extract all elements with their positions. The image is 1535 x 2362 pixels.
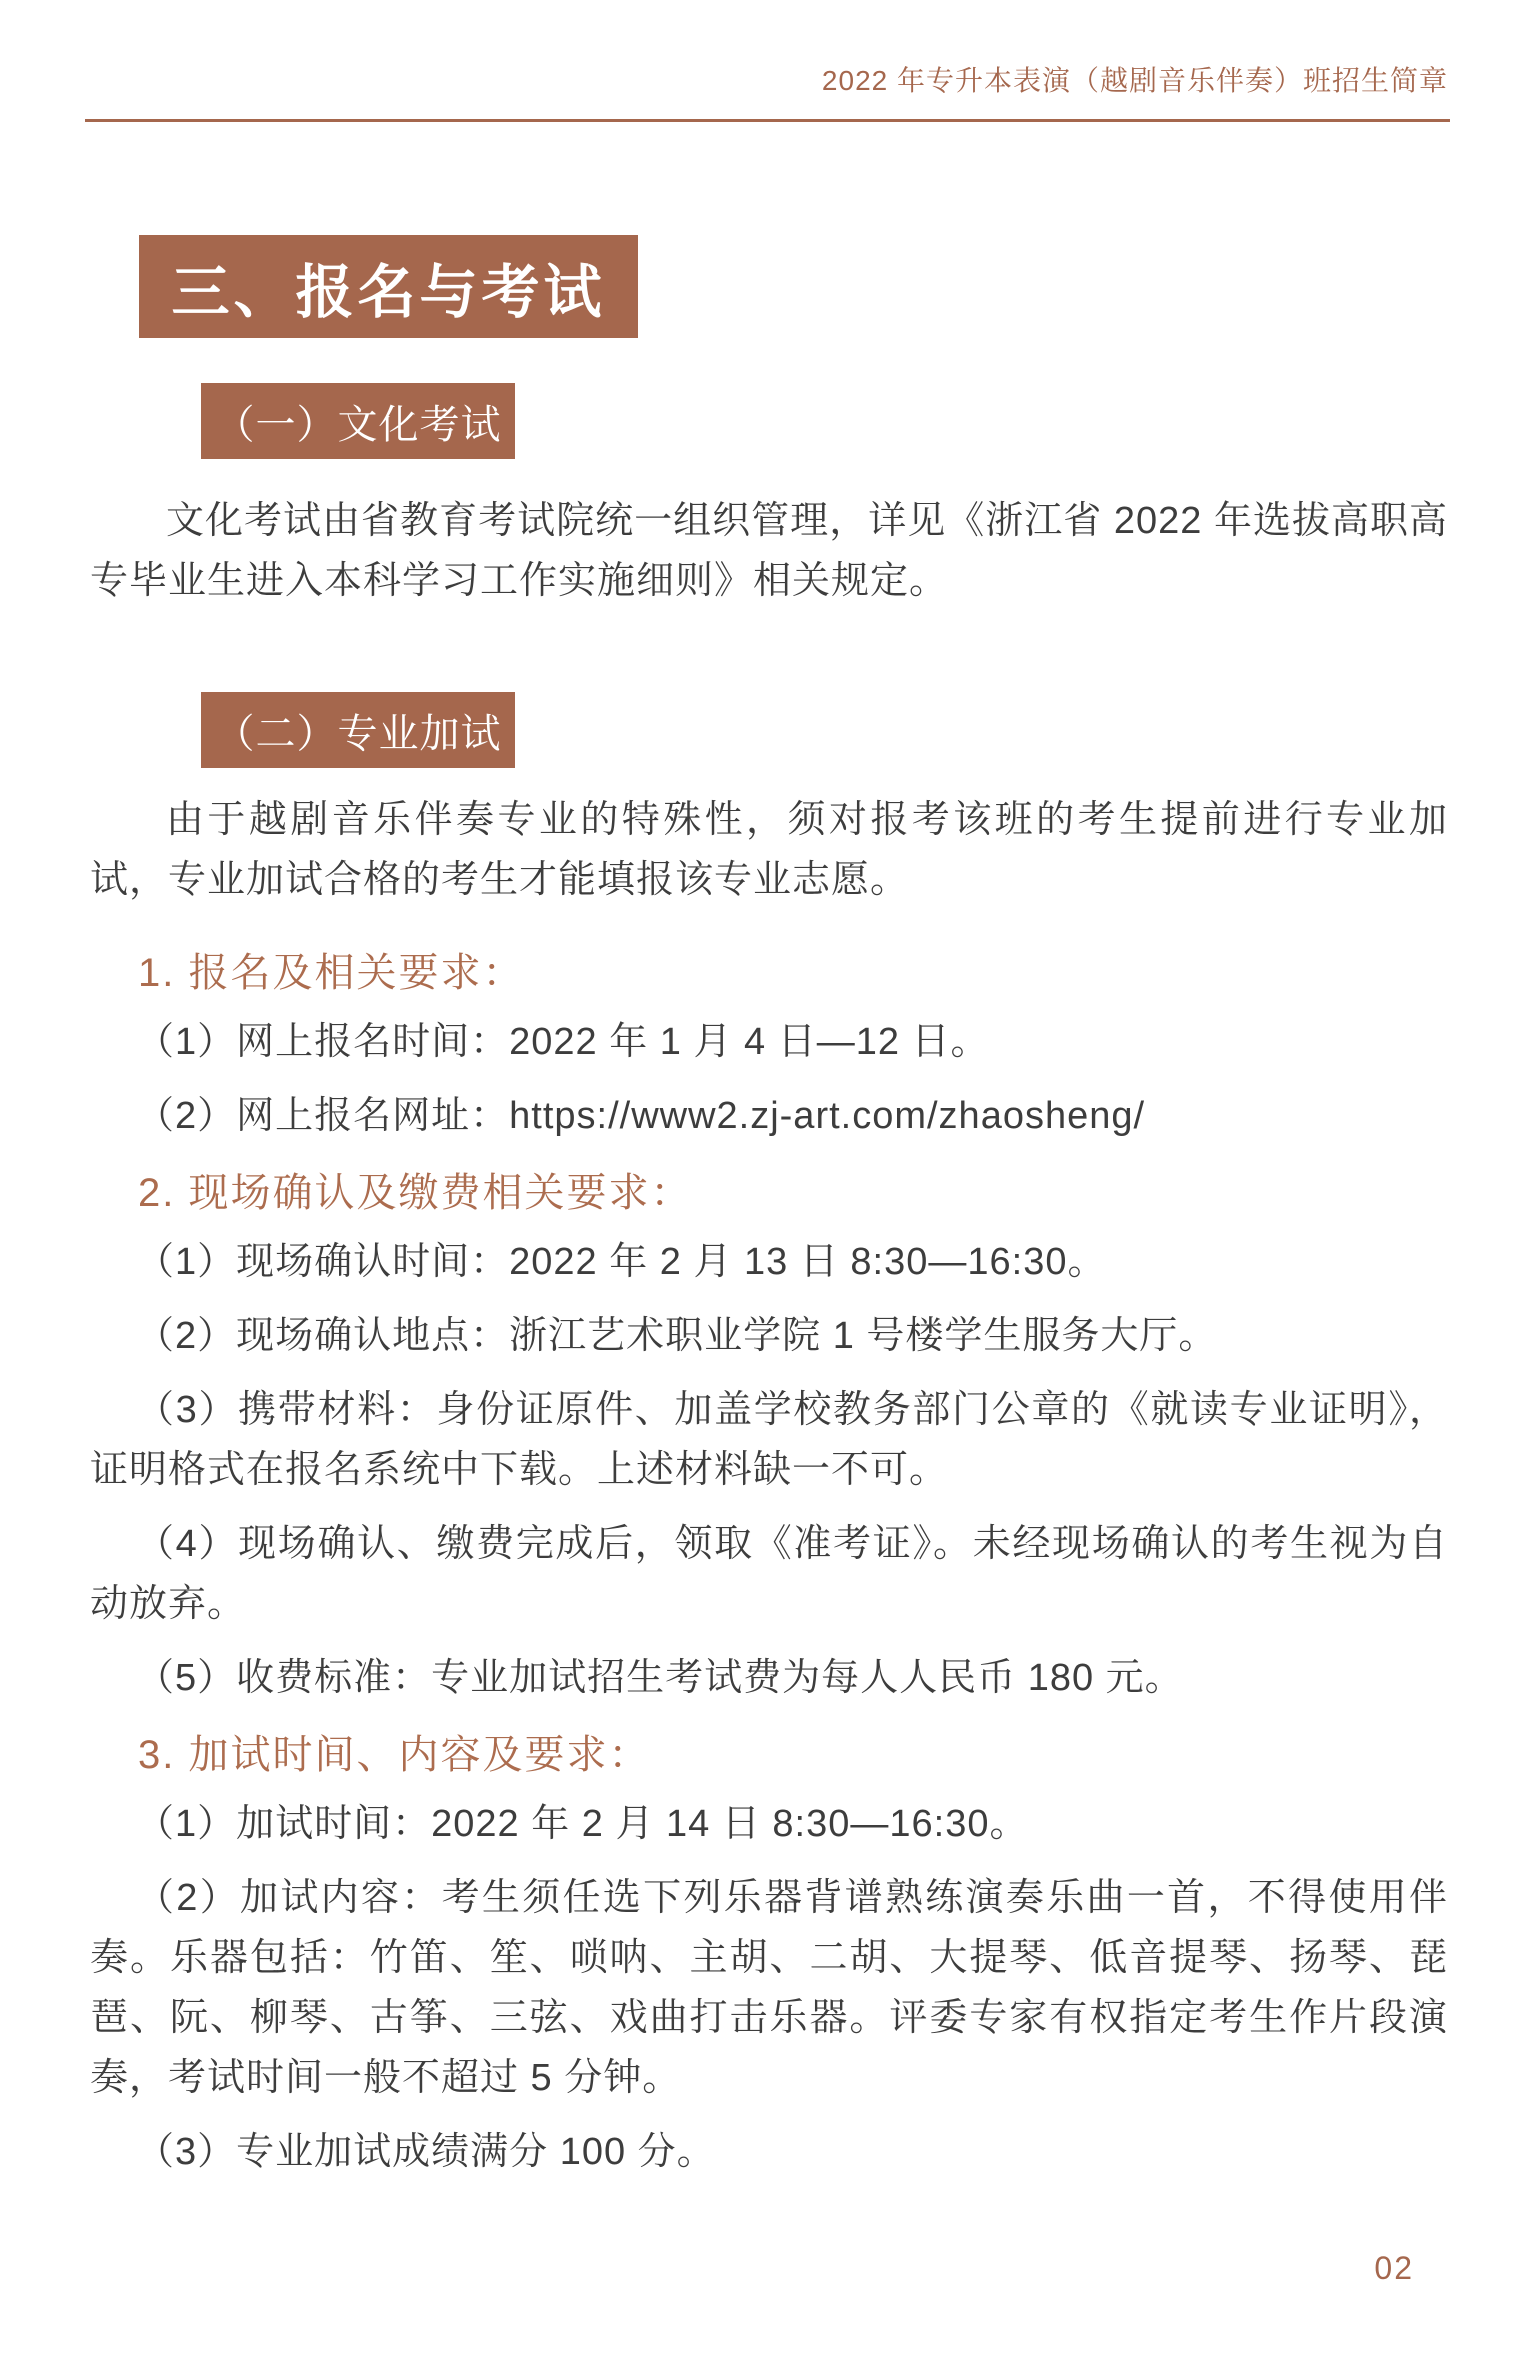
subsection-title: （二）专业加试 — [214, 711, 502, 756]
numbered-heading-confirmation: 2. 现场确认及缴费相关要求： — [138, 1171, 693, 1215]
body-paragraph: 由于越剧音乐伴奏专业的特殊性，须对报考该班的考生提前进行专业加试，专业加试合格的考生才能填报该专业志愿。 — [90, 799, 1448, 901]
body-paragraph: 文化考试由省教育考试院统一组织管理，详见《浙江省 2022 年选拔高职高专毕业生进入本科学习工作实施细则》相关规定。 — [90, 500, 1448, 602]
list-item: （3）携带材料：身份证原件、加盖学校教务部门公章的《就读专业证明》，证明格式在报名系统中下载。上述材料缺一不可。 — [90, 1389, 1448, 1491]
page-number: 02 — [1374, 2250, 1414, 2286]
subsection-title-box-audition — [201, 692, 515, 768]
subsection-title: （一）文化考试 — [214, 402, 502, 447]
running-head-title: 2022 年专升本表演（越剧音乐伴奏）班招生简章 — [821, 65, 1448, 96]
subsection-title-box-culture — [201, 383, 515, 459]
list-item: （1）现场确认时间：2022 年 2 月 13 日 8:30—16:30。 — [136, 1241, 1107, 1283]
list-item: （2）现场确认地点：浙江艺术职业学院 1 号楼学生服务大厅。 — [136, 1315, 1218, 1357]
section-title: 三、报名与考试 — [171, 259, 606, 325]
section-title-box — [139, 235, 638, 338]
list-item: （2）网上报名网址：https://www2.zj-art.com/zhaosheng/ — [136, 1095, 1146, 1137]
numbered-heading-registration: 1. 报名及相关要求： — [138, 951, 525, 995]
list-item: （5）收费标准：专业加试招生考试费为每人人民币 180 元。 — [136, 1657, 1184, 1699]
list-item: （1）网上报名时间：2022 年 1 月 4 日—12 日。 — [136, 1021, 990, 1063]
list-item: （2）加试内容：考生须任选下列乐器背谱熟练演奏乐曲一首，不得使用伴奏。乐器包括：竹笛、笙、唢呐、主胡、二胡、大提琴、低音提琴、扬琴、琵琶、阮、柳琴、古筝、三弦、戏曲打击乐器。评委专家有权指定考生作片段演奏，考试时间一般不超过 5 分钟。 — [90, 1877, 1448, 2099]
content-column — [90, 235, 1448, 2182]
numbered-heading-audition-details: 3. 加试时间、内容及要求： — [138, 1733, 651, 1777]
header-rule — [85, 119, 1450, 122]
list-item: （1）加试时间：2022 年 2 月 14 日 8:30—16:30。 — [136, 1803, 1029, 1845]
list-item: （4）现场确认、缴费完成后，领取《准考证》。未经现场确认的考生视为自动放弃。 — [90, 1523, 1448, 1625]
list-item: （3）专业加试成绩满分 100 分。 — [136, 2131, 716, 2173]
